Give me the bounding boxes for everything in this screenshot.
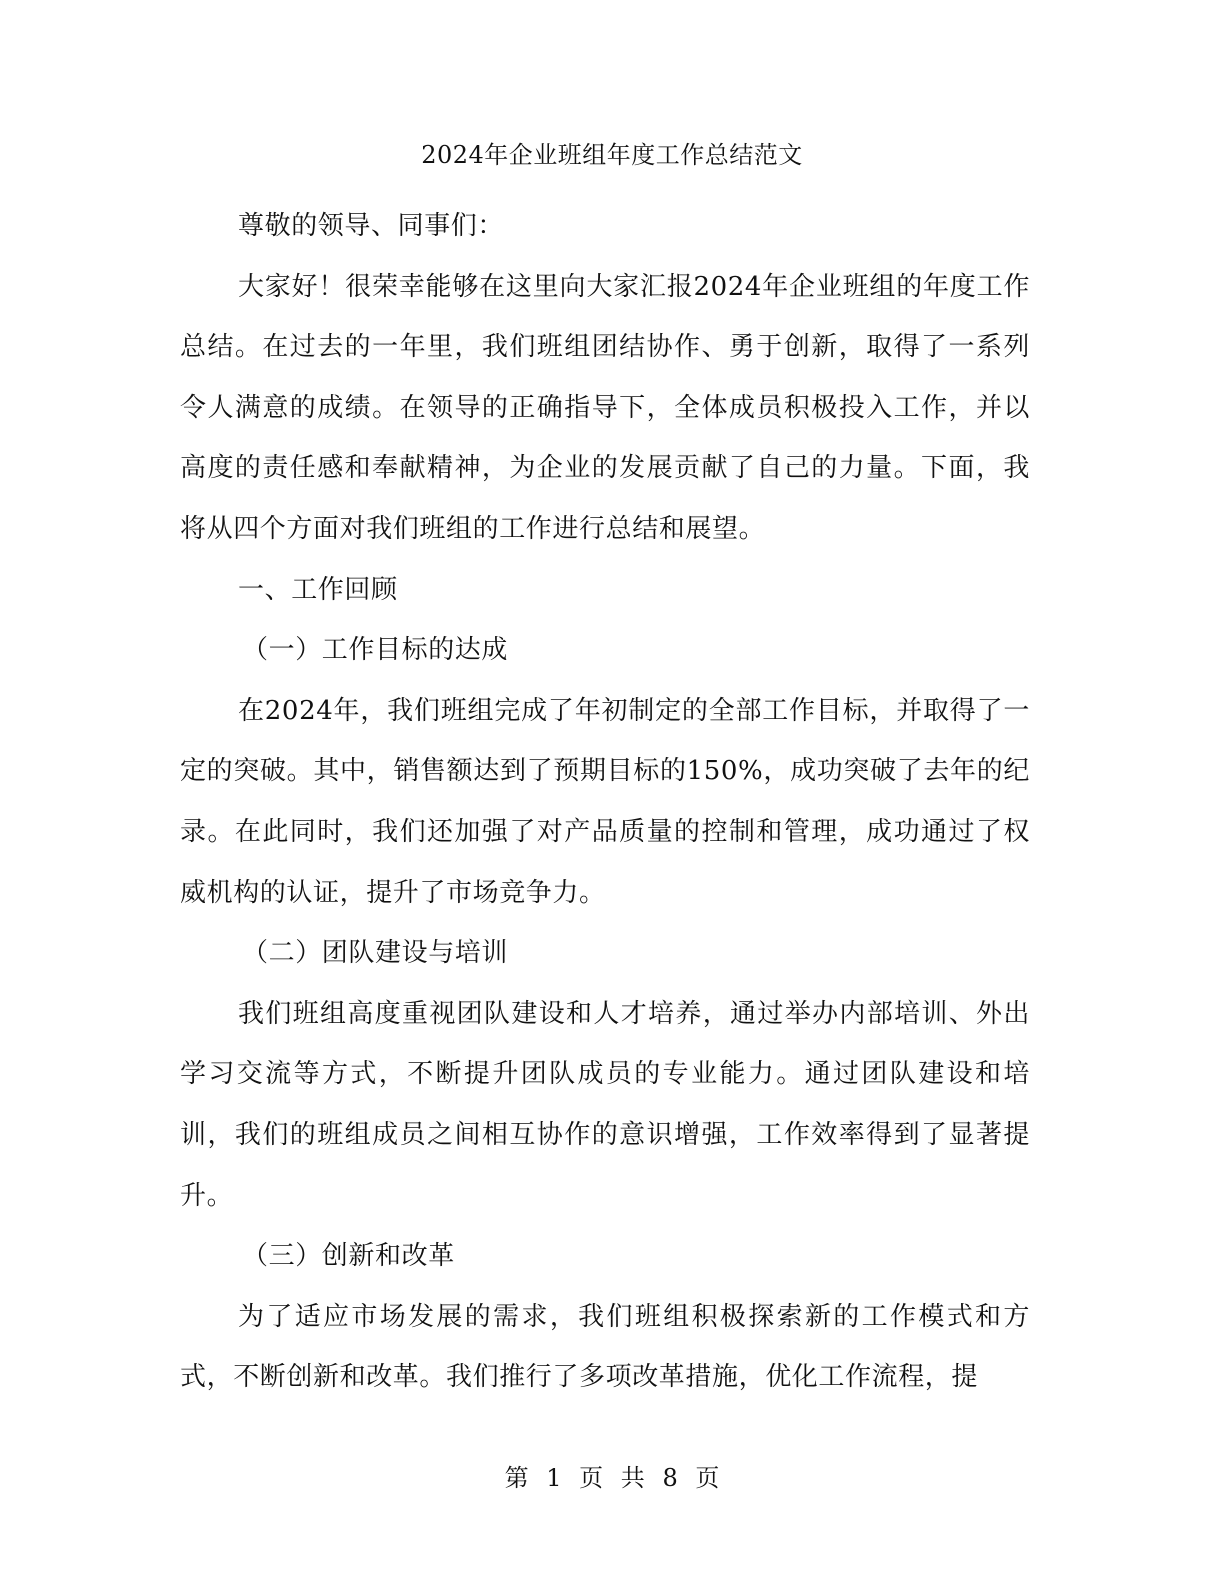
subsection-heading-innovation: （三）创新和改革 (242, 1241, 455, 1272)
subsection-heading-team: （二）团队建设与培训 (242, 938, 509, 969)
document-title: 2024年企业班组年度工作总结范文 (421, 141, 803, 169)
section-heading-work-review: 一、工作回顾 (238, 574, 398, 605)
subsection-heading-goals: （一）工作目标的达成 (242, 635, 509, 666)
page-footer: 第 1 页 共 8 页 (504, 1464, 720, 1492)
salutation: 尊敬的领导、同事们： (238, 211, 505, 241)
document-body (180, 196, 1030, 1408)
intro-paragraph: 大家好！很荣幸能够在这里向大家汇报2024年企业班组的年度工作总结。在过去的一年里，我们班组团结协作、勇于创新，取得了一系列令人满意的成绩。在领导的正确指导下，全体成员积极投入工作，并以高度的责任感和奉献精神，为企业的发展贡献了自己的力量。下面，我将从四个方面对我们班组的工作进行总结和展望。 (180, 271, 1030, 544)
goals-paragraph: 在2024年，我们班组完成了年初制定的全部工作目标，并取得了一定的突破。其中，销售额达到了预期目标的150%，成功突破了去年的纪录。在此同时，我们还加强了对产品质量的控制和管理，成功通过了权威机构的认证，提升了市场竞争力。 (180, 695, 1030, 908)
innovation-paragraph: 为了适应市场发展的需求，我们班组积极探索新的工作模式和方式，不断创新和改革。我们推行了多项改革措施，优化工作流程，提 (180, 1301, 1030, 1393)
team-paragraph: 我们班组高度重视团队建设和人才培养，通过举办内部培训、外出学习交流等方式，不断提升团队成员的专业能力。通过团队建设和培训，我们的班组成员之间相互协作的意识增强，工作效率得到了显著提升。 (180, 998, 1030, 1211)
